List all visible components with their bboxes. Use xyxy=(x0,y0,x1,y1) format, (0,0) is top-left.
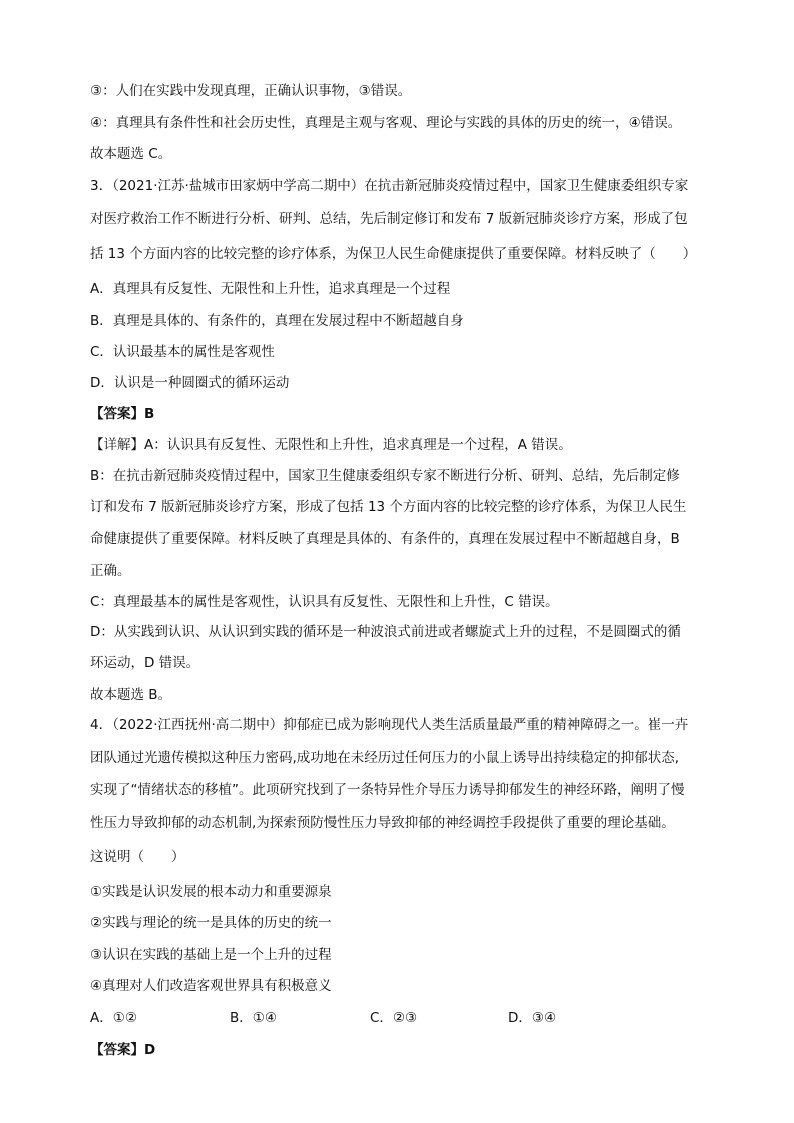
question-4-option-b: B．①④ xyxy=(230,1010,277,1026)
question-4-option-a: A．①② xyxy=(90,1010,137,1026)
text-line: ④：真理具有条件性和社会历史性，真理是主观与客观、理论与实践的具体的历史的统一，④错误。 xyxy=(90,115,682,131)
question-4-option-d: D．③④ xyxy=(508,1010,557,1026)
question-3-option-b: B．真理是具体的、有条件的，真理在发展过程中不断超越自身 xyxy=(90,313,464,329)
text-line: 故本题选 C。 xyxy=(90,146,172,162)
question-4-option-c: C．②③ xyxy=(370,1010,418,1026)
explanation-line: 【详解】A：认识具有反复性、无限性和上升性，追求真理是一个过程，A 错误。 xyxy=(90,437,572,453)
explanation-line: C：真理最基本的属性是客观性，认识具有反复性、无限性和上升性，C 错误。 xyxy=(90,594,559,610)
explanation-line: 故本题选 B。 xyxy=(90,687,172,703)
question-3-option-c: C．认识最基本的属性是客观性 xyxy=(90,344,275,360)
explanation-line: 命健康提供了重要保障。材料反映了真理是具体的、有条件的，真理在发展过程中不断超越自身，B xyxy=(90,531,680,547)
question-4-options xyxy=(90,1008,708,1028)
explanation-line: 环运动，D 错误。 xyxy=(90,655,200,671)
question-4-statement-3: ③认识在实践的基础上是一个上升的过程 xyxy=(90,947,332,963)
question-3-answer: 【答案】B xyxy=(90,406,155,422)
question-4-stem: 这说明（ ） xyxy=(90,849,185,865)
question-4-statement-4: ④真理对人们改造客观世界具有积极意义 xyxy=(90,978,332,994)
explanation-line: D：从实践到认识、从认识到实践的循环是一种波浪式前进或者螺旋式上升的过程，不是圆圈式的循 xyxy=(90,624,681,640)
text-line: ③：人们在实践中发现真理，正确认识事物，③错误。 xyxy=(90,83,412,99)
question-3-stem: 对医疗救治工作不断进行分析、研判、总结，先后制定修订和发布 7 版新冠肺炎诊疗方案，形成了包 xyxy=(90,211,688,227)
question-3-stem: 括 13 个方面内容的比较完整的诊疗体系，为保卫人民生命健康提供了重要保障。材料反映了（ ） xyxy=(90,246,697,262)
question-3-option-a: A．真理具有反复性、无限性和上升性，追求真理是一个过程 xyxy=(90,281,451,297)
explanation-line: B：在抗击新冠肺炎疫情过程中，国家卫生健康委组织专家不断进行分析、研判、总结，先后制定修 xyxy=(90,468,680,484)
question-4-statement-2: ②实践与理论的统一是具体的历史的统一 xyxy=(90,915,332,931)
question-3-option-d: D．认识是一种圆圈式的循环运动 xyxy=(90,375,290,391)
question-3-stem: 3．（2021·江苏·盐城市田家炳中学高二期中）在抗击新冠肺炎疫情过程中，国家卫生健康委组织专家 xyxy=(90,178,689,194)
question-4-stem: 性压力导致抑郁的动态机制,为探索预防慢性压力导致抑郁的神经调控手段提供了重要的理论基础。 xyxy=(90,815,675,831)
explanation-line: 订和发布 7 版新冠肺炎诊疗方案，形成了包括 13 个方面内容的比较完整的诊疗体系，为保卫人民生 xyxy=(90,499,687,515)
explanation-line: 正确。 xyxy=(90,563,131,579)
question-4-answer: 【答案】D xyxy=(90,1042,156,1058)
question-4-statement-1: ①实践是认识发展的根本动力和重要源泉 xyxy=(90,884,332,900)
question-4-stem: 4．（2022·江西抚州·高二期中）抑郁症已成为影响现代人类生活质量最严重的精神障碍之一。崔一卉 xyxy=(90,717,689,733)
question-4-stem: 团队通过光遗传模拟这种压力密码,成功地在未经历过任何压力的小鼠上诱导出持续稳定的抑郁状态, xyxy=(90,750,680,766)
question-4-stem: 实现了“情绪状态的移植”。此项研究找到了一条特异性介导压力诱导抑郁发生的神经环路，阐明了慢 xyxy=(90,782,685,798)
